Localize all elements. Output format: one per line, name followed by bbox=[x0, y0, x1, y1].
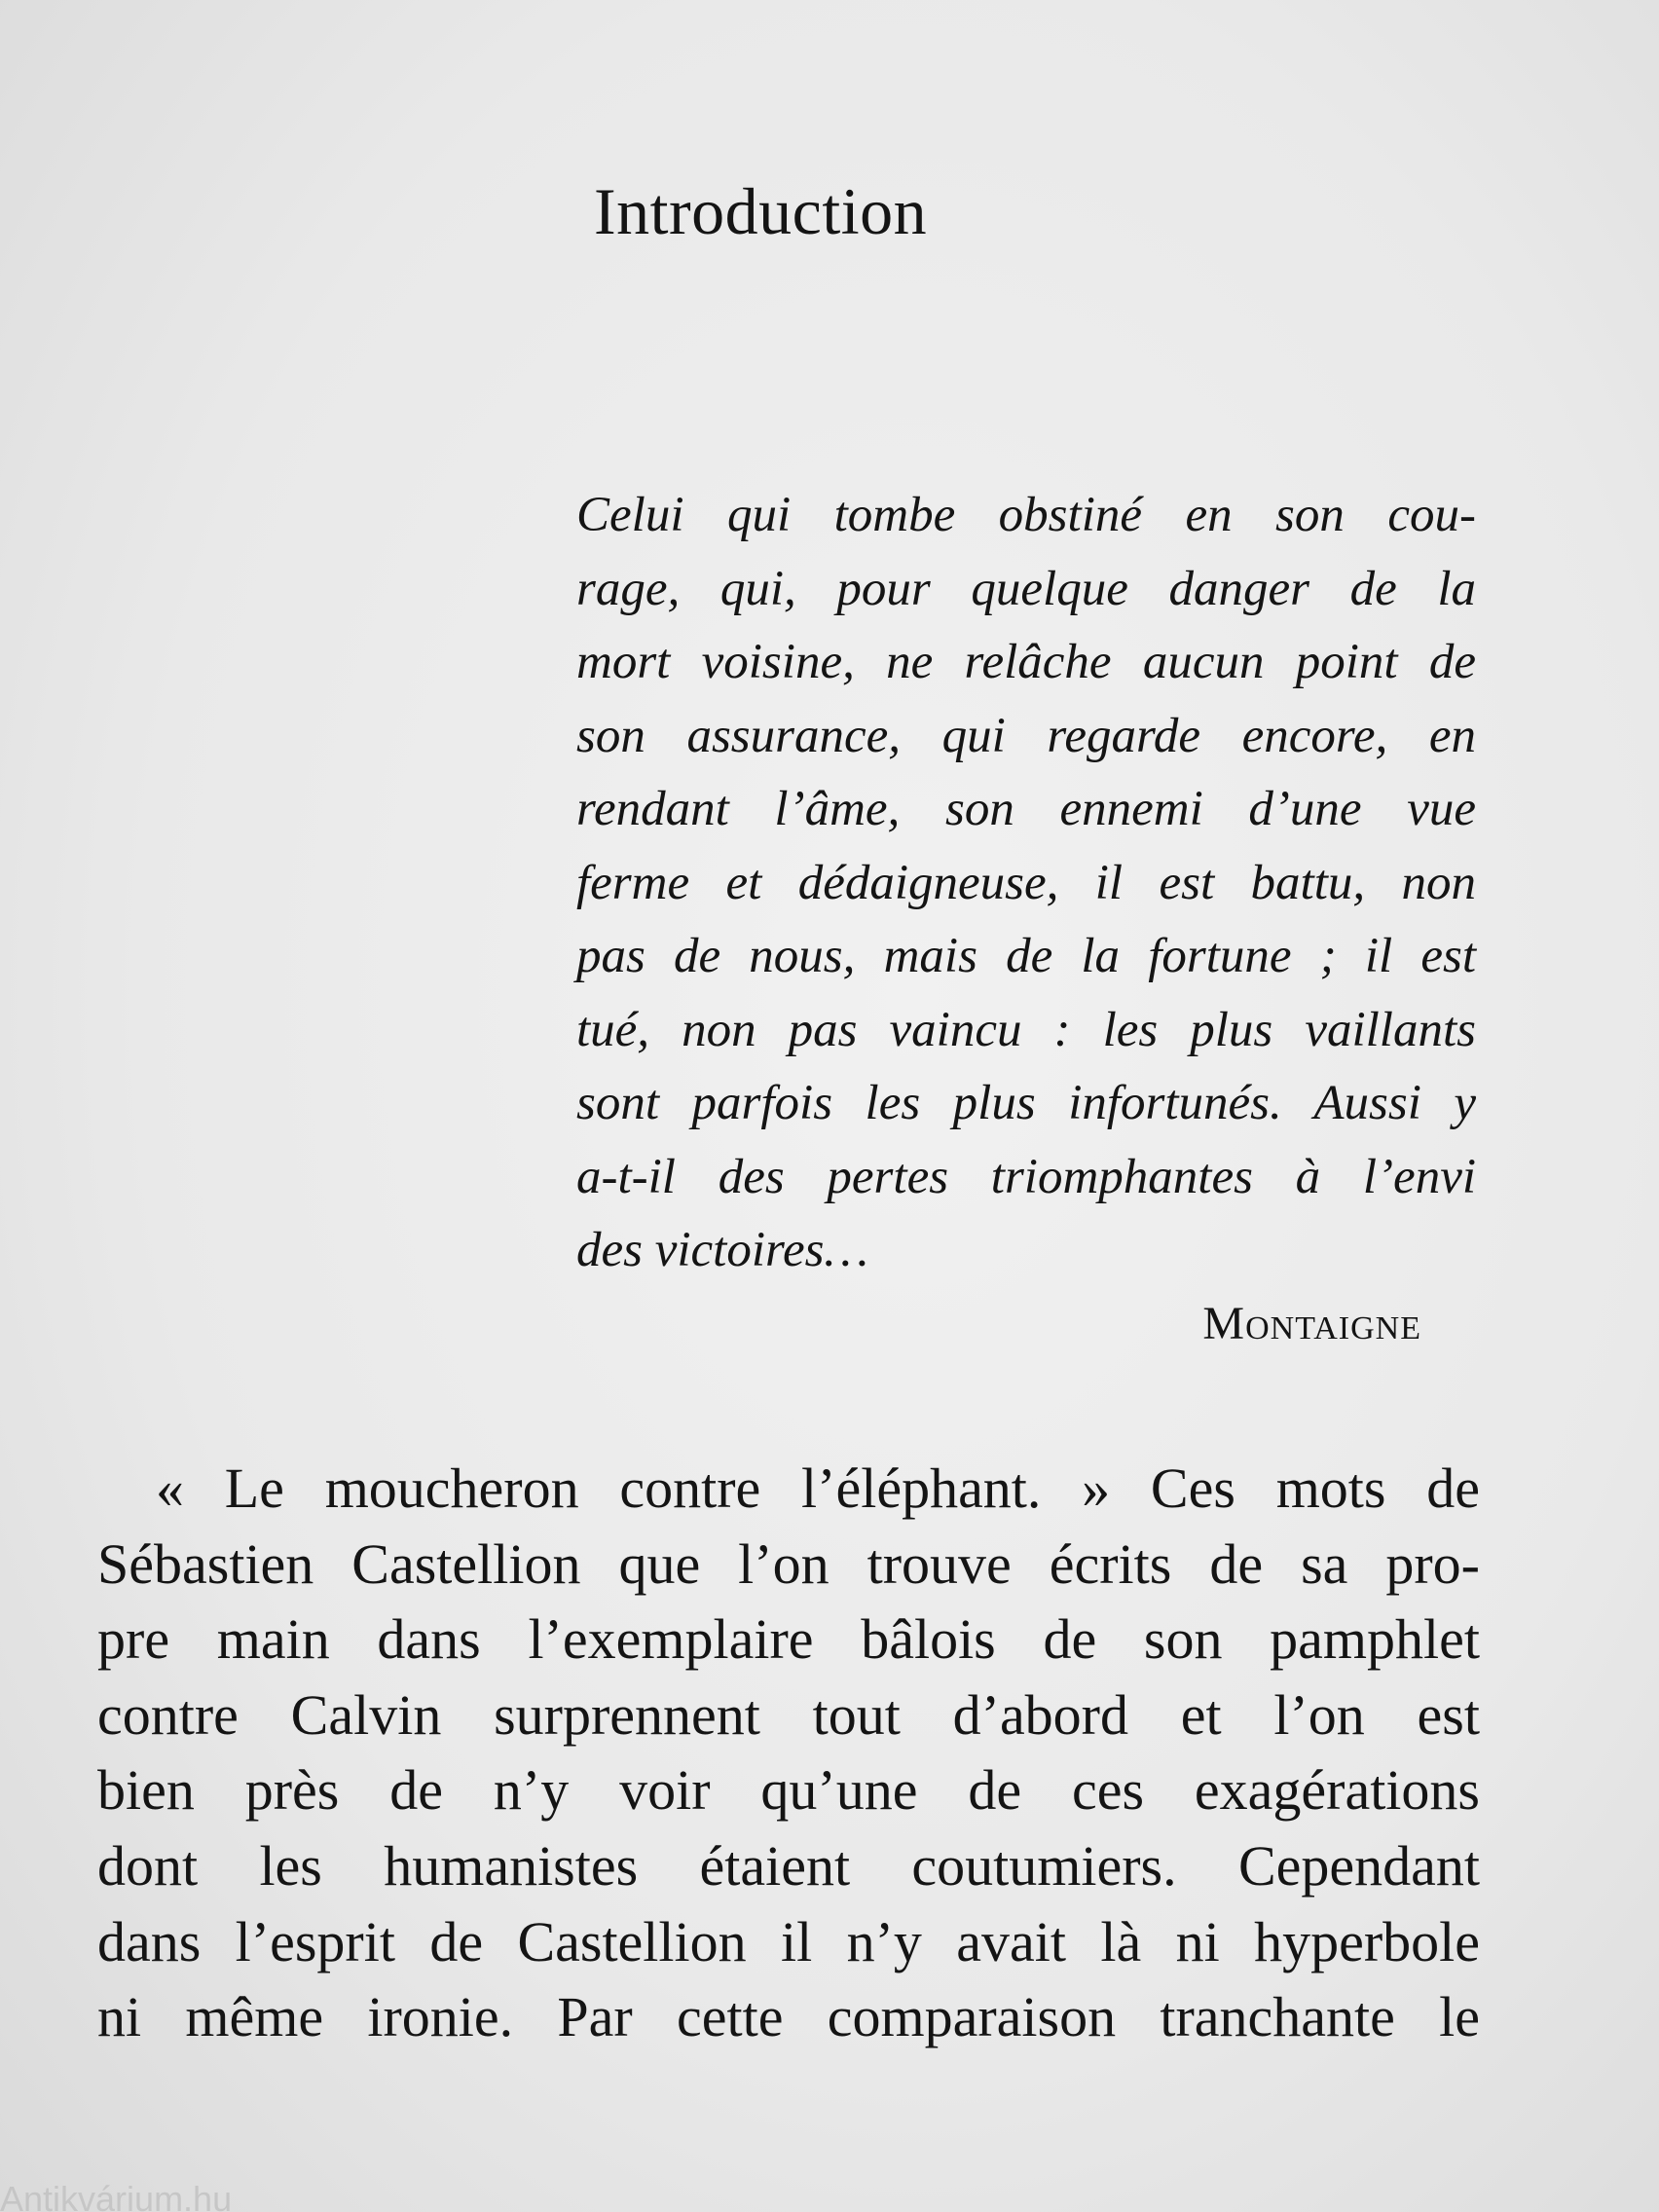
body-line: contre Calvin surprennent tout d’abord et l’on est bbox=[97, 1682, 1480, 1747]
body-line: dont les humanistes étaient coutumiers. Cependant bbox=[97, 1833, 1480, 1898]
body-line: Sébastien Castellion que l’on trouve écrits de sa pro- bbox=[97, 1531, 1480, 1596]
body-paragraph bbox=[97, 1451, 1480, 2055]
body-line: « Le moucheron contre l’éléphant. » Ces mots de bbox=[156, 1456, 1480, 1520]
body-line: ni même ironie. Par cette comparaison tranchante le bbox=[97, 1985, 1480, 2049]
epigraph-attribution: Montaigne bbox=[1202, 1298, 1421, 1349]
epigraph-line: pas de nous, mais de la fortune ; il est bbox=[576, 929, 1476, 983]
watermark: Antikvárium.hu bbox=[0, 2179, 233, 2212]
epigraph-line: des victoires… bbox=[576, 1223, 868, 1277]
epigraph-line: mort voisine, ne relâche aucun point de bbox=[576, 635, 1476, 689]
epigraph-line: ferme et dédaigneuse, il est battu, non bbox=[576, 855, 1476, 910]
epigraph-line: son assurance, qui regarde encore, en bbox=[576, 708, 1476, 763]
body-line: pre main dans l’exemplaire bâlois de son pamphlet bbox=[97, 1607, 1480, 1672]
epigraph-line: sont parfois les plus infortunés. Aussi y bbox=[576, 1076, 1476, 1130]
epigraph-line: Celui qui tombe obstiné en son cou- bbox=[576, 488, 1476, 542]
epigraph bbox=[576, 479, 1476, 1288]
epigraph-line: a-t-il des pertes triomphantes à l’envi bbox=[576, 1149, 1476, 1204]
epigraph-line: tué, non pas vaincu : les plus vaillants bbox=[576, 1002, 1476, 1057]
chapter-heading: Introduction bbox=[594, 174, 928, 248]
epigraph-line: rage, qui, pour quelque danger de la bbox=[576, 561, 1476, 616]
body-line: bien près de n’y voir qu’une de ces exagérations bbox=[97, 1758, 1480, 1823]
epigraph-line: rendant l’âme, son ennemi d’une vue bbox=[576, 782, 1476, 836]
body-line: dans l’esprit de Castellion il n’y avait là ni hyperbole bbox=[97, 1909, 1480, 1973]
